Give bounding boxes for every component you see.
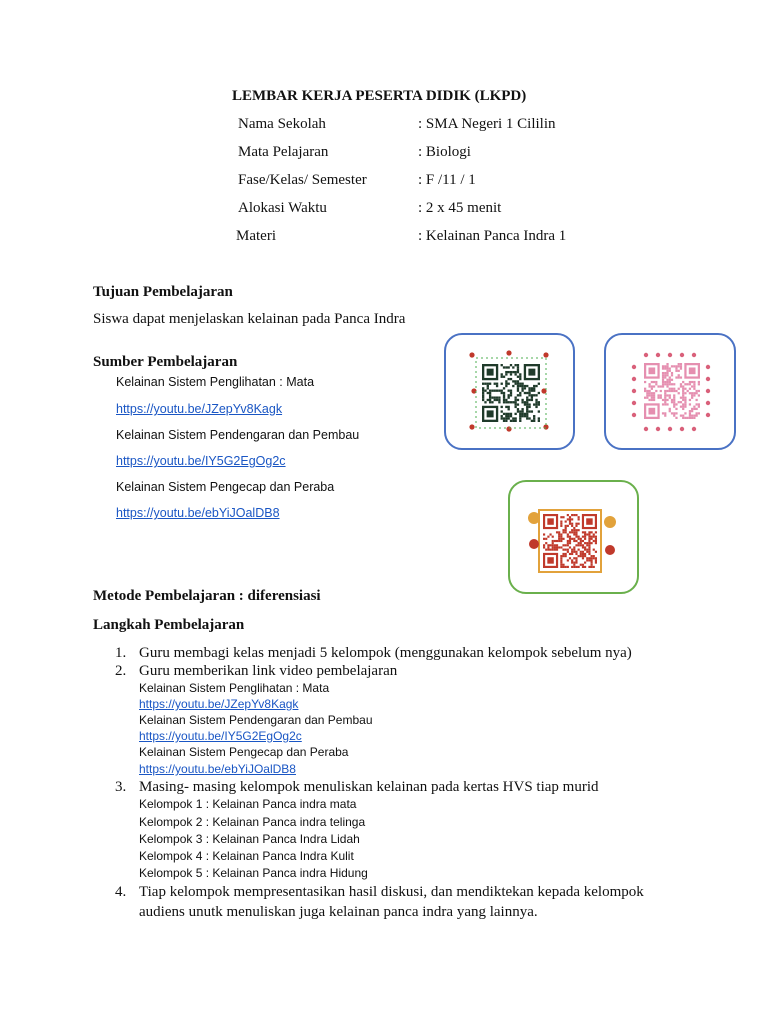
step-2-link-3[interactable]: https://youtu.be/ebYiJOalDB8 <box>139 762 296 776</box>
step-2-text: Guru memberikan link video pembelajaran <box>139 663 398 679</box>
step-3-number: 3. <box>115 779 127 795</box>
group-item-4: Kelompok 4 : Kelainan Panca Indra Kulit <box>139 849 354 863</box>
metode-heading: Metode Pembelajaran : diferensiasi <box>93 588 321 604</box>
group-item-1: Kelompok 1 : Kelainan Panca indra mata <box>139 797 357 811</box>
step-2-label-3: Kelainan Sistem Pengecap dan Peraba <box>139 745 349 759</box>
info-label-subject: Mata Pelajaran <box>238 144 329 160</box>
sumber-link-2[interactable]: https://youtu.be/IY5G2EgOg2c <box>116 454 286 468</box>
group-item-5: Kelompok 5 : Kelainan Panca indra Hidung <box>139 866 368 880</box>
step-2-label-1: Kelainan Sistem Penglihatan : Mata <box>139 681 330 695</box>
info-label-material: Materi <box>236 228 276 244</box>
qr-code-penglihatan <box>444 333 575 450</box>
sumber-heading: Sumber Pembelajaran <box>93 354 238 370</box>
info-value-phase: : F /11 / 1 <box>418 172 476 188</box>
step-2-link-2[interactable]: https://youtu.be/IY5G2EgOg2c <box>139 729 302 743</box>
group-item-2: Kelompok 2 : Kelainan Panca indra telinga <box>139 815 366 829</box>
step-1-number: 1. <box>115 645 127 661</box>
info-value-school: : SMA Negeri 1 Cililin <box>418 116 556 132</box>
info-label-time: Alokasi Waktu <box>238 200 327 216</box>
langkah-heading: Langkah Pembelajaran <box>93 617 245 633</box>
sumber-label-2: Kelainan Sistem Pendengaran dan Pembau <box>116 428 360 442</box>
info-value-material: : Kelainan Panca Indra 1 <box>418 228 567 244</box>
tujuan-heading: Tujuan Pembelajaran <box>93 284 233 300</box>
info-value-subject: : Biologi <box>418 144 471 160</box>
step-4-text-line-1: Tiap kelompok mempresentasikan hasil diskusi, dan mendiktekan kepada kelompok <box>139 884 644 900</box>
sumber-label-3: Kelainan Sistem Pengecap dan Peraba <box>116 480 335 494</box>
info-label-school: Nama Sekolah <box>238 116 326 132</box>
step-3-text: Masing- masing kelompok menuliskan kelainan pada kertas HVS tiap murid <box>139 779 599 795</box>
info-label-phase: Fase/Kelas/ Semester <box>238 172 367 188</box>
qr-code-pengecap-graphic <box>510 482 637 592</box>
step-2-label-2: Kelainan Sistem Pendengaran dan Pembau <box>139 713 373 727</box>
step-4-number: 4. <box>115 884 127 900</box>
step-1-text: Guru membagi kelas menjadi 5 kelompok (menggunakan kelompok sebelum nya) <box>139 645 632 661</box>
qr-code-penglihatan-graphic <box>446 335 573 448</box>
sumber-link-1[interactable]: https://youtu.be/JZepYv8Kagk <box>116 402 283 416</box>
tujuan-text: Siswa dapat menjelaskan kelainan pada Panca Indra <box>93 311 406 327</box>
info-value-time: : 2 x 45 menit <box>418 200 502 216</box>
sumber-label-1: Kelainan Sistem Penglihatan : Mata <box>116 375 315 389</box>
step-2-number: 2. <box>115 663 127 679</box>
qr-code-pendengaran-graphic <box>606 335 734 448</box>
step-2-link-1[interactable]: https://youtu.be/JZepYv8Kagk <box>139 697 299 711</box>
sumber-link-3[interactable]: https://youtu.be/ebYiJOalDB8 <box>116 506 280 520</box>
step-4-text-line-2: audiens unutk menuliskan juga kelainan panca indra yang lainnya. <box>139 904 538 920</box>
group-item-3: Kelompok 3 : Kelainan Panca Indra Lidah <box>139 832 360 846</box>
qr-code-pendengaran <box>604 333 736 450</box>
qr-code-pengecap <box>508 480 639 594</box>
page-title: LEMBAR KERJA PESERTA DIDIK (LKPD) <box>232 88 527 104</box>
